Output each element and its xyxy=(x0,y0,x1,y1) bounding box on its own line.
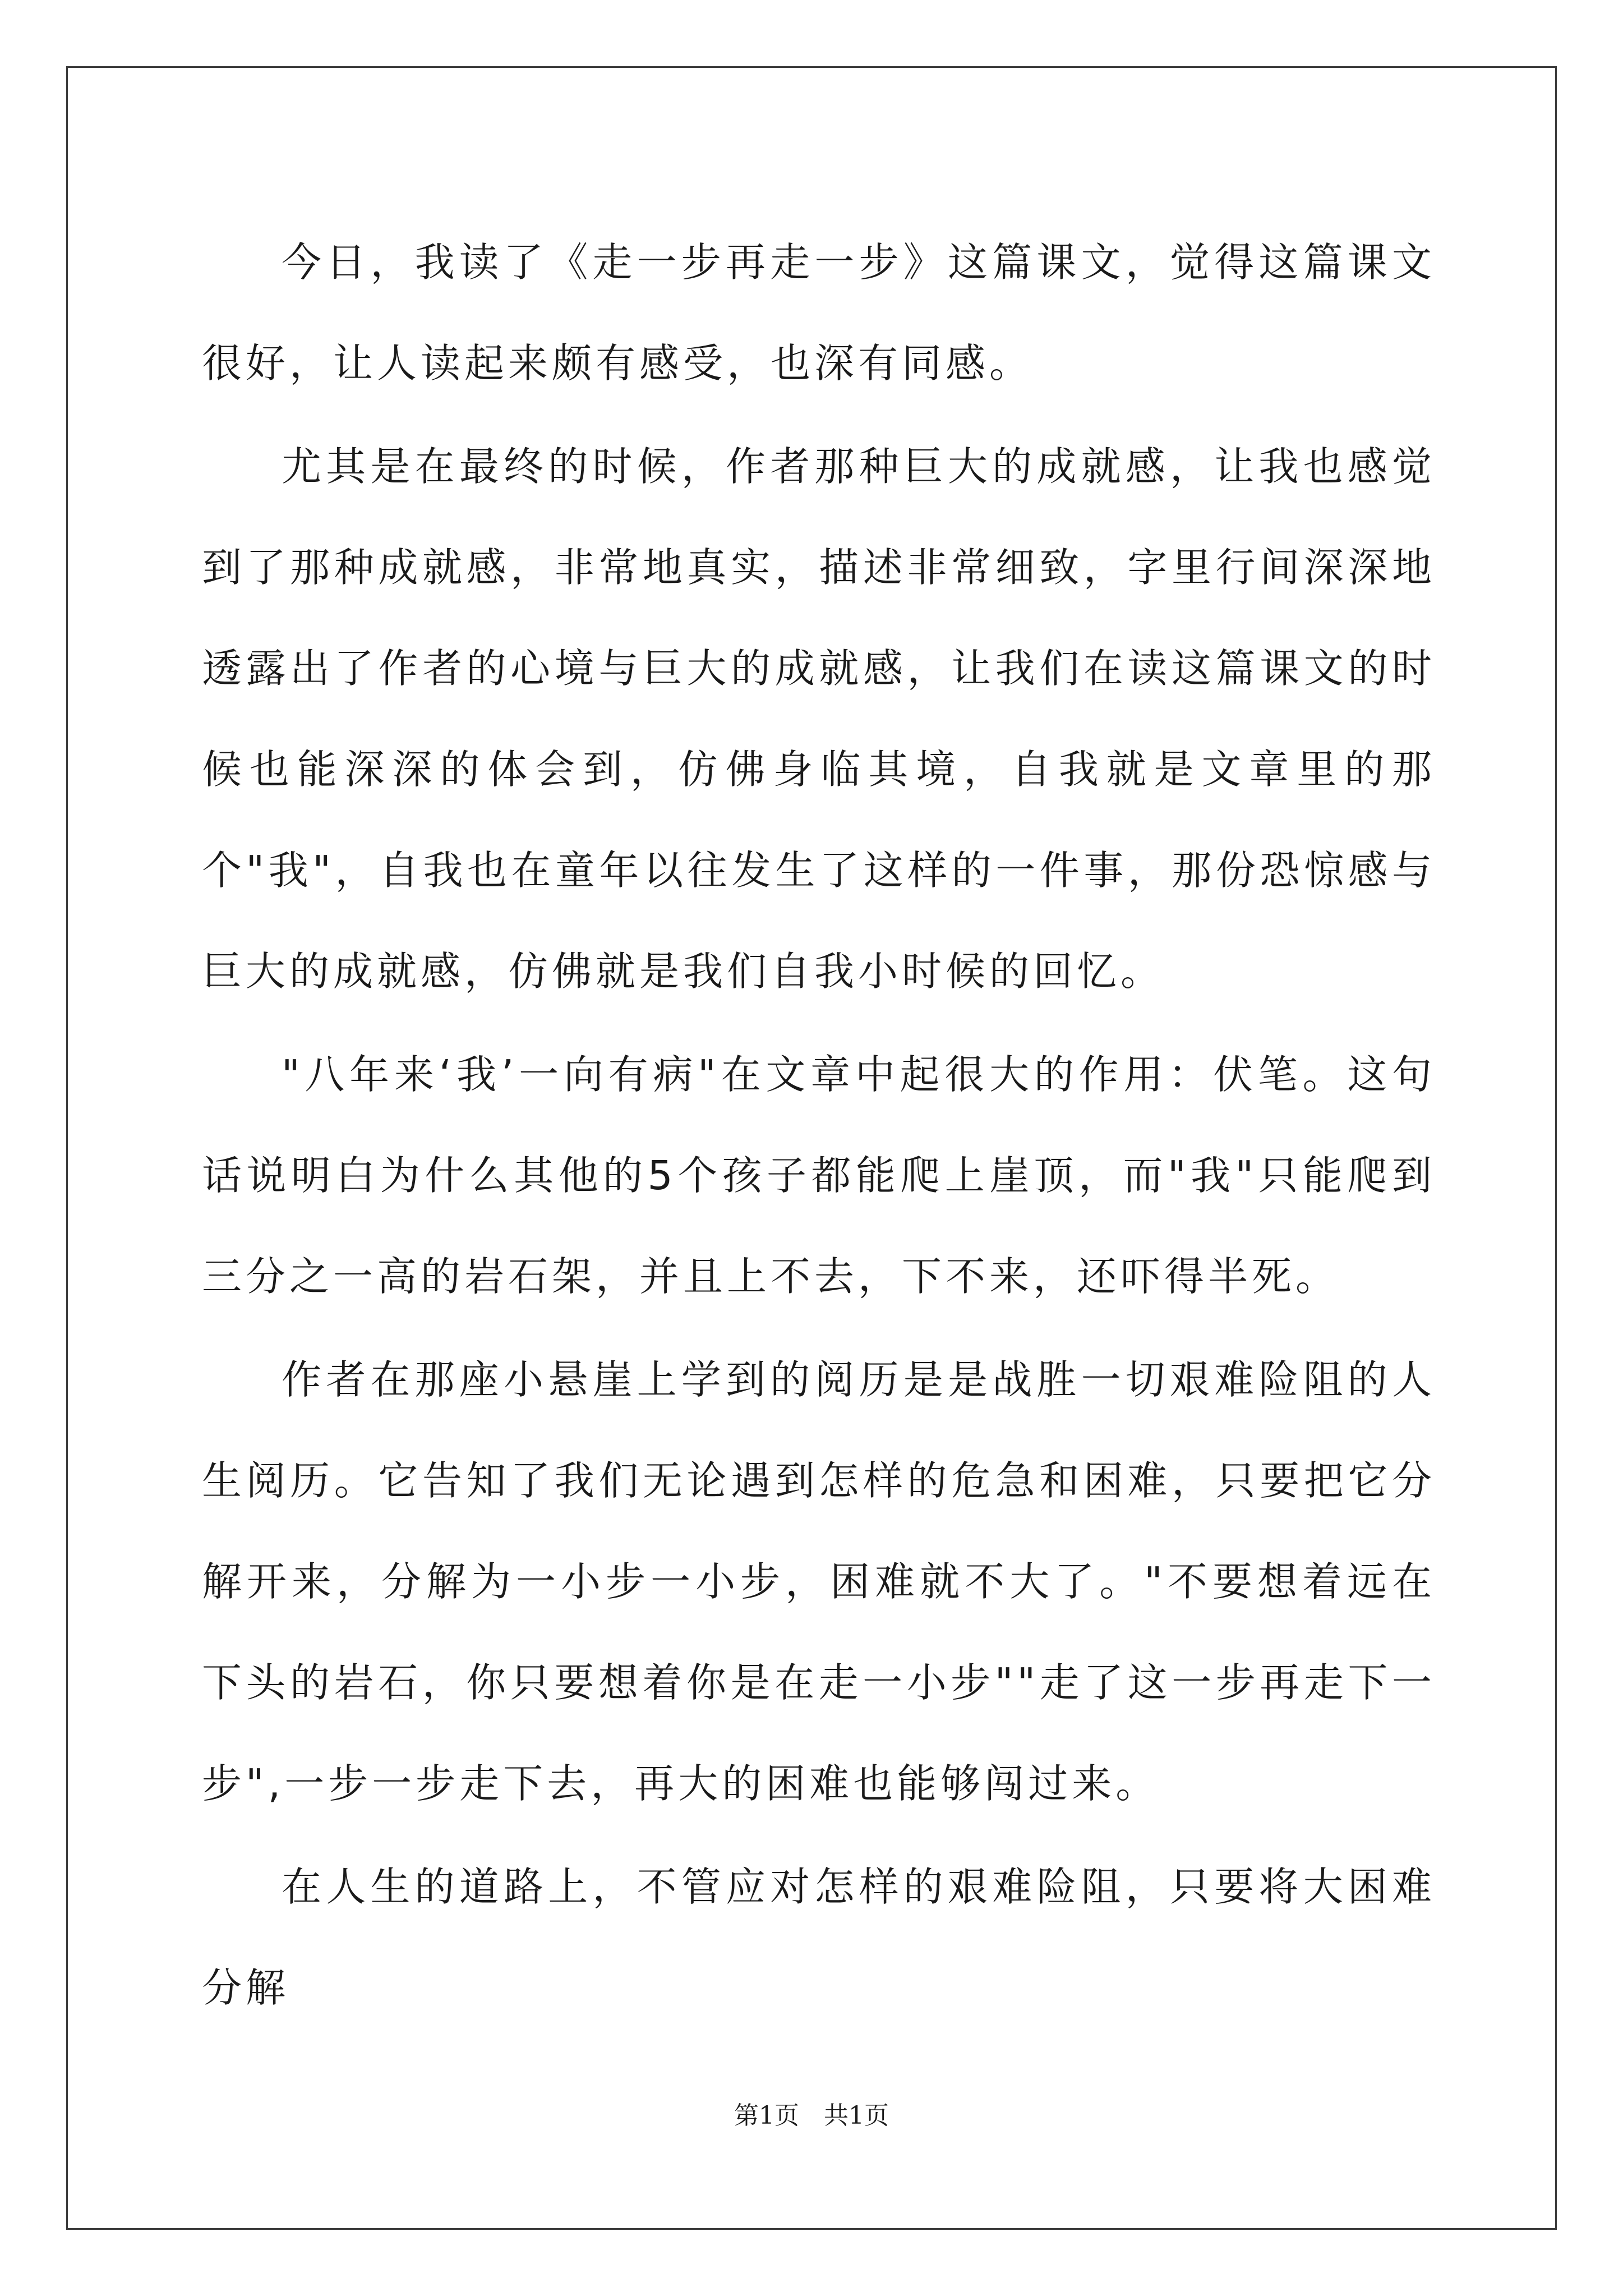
document-body xyxy=(202,212,1436,2041)
paragraph-5: 在人生的道路上，不管应对怎样的艰难险阻，只要将大困难分解 xyxy=(202,1864,1436,2011)
paragraph-3: "八年来‘我’一向有病"在文章中起很大的作用：伏笔。这句话说明白为什么其他的5个孩子都能爬上崖顶，而"我"只能爬到三分之一高的岩石架，并且上不去，下不来，还吓得半死。 xyxy=(202,1051,1436,1300)
page-number-total: 共1页 xyxy=(824,2101,889,2130)
paragraph-4: 作者在那座小悬崖上学到的阅历是是战胜一切艰难险阻的人生阅历。它告知了我们无论遇到怎样的危急和困难，只要把它分解开来，分解为一小步一小步，困难就不大了。"不要想着远在下头的岩石，你只要想着你是在走一小步""走了这一步再走下一步",一步一步走下去，再大的困难也能够闯过来。 xyxy=(202,1356,1436,1807)
paragraph-2: 尤其是在最终的时候，作者那种巨大的成就感，让我也感觉到了那种成就感，非常地真实，描述非常细致，字里行间深深地透露出了作者的心境与巨大的成就感，让我们在读这篇课文的时候也能深深的体会到，仿佛身临其境，自我就是文章里的那个"我"，自我也在童年以往发生了这样的一件事，那份恐惊感与巨大的成就感，仿佛就是我们自我小时候的回忆。 xyxy=(202,443,1436,995)
page-footer xyxy=(0,2095,1623,2131)
paragraph-1: 今日，我读了《走一步再走一步》这篇课文，觉得这篇课文很好，让人读起来颇有感受，也深有同感。 xyxy=(202,239,1436,386)
page-number-current: 第1页 xyxy=(734,2101,799,2130)
